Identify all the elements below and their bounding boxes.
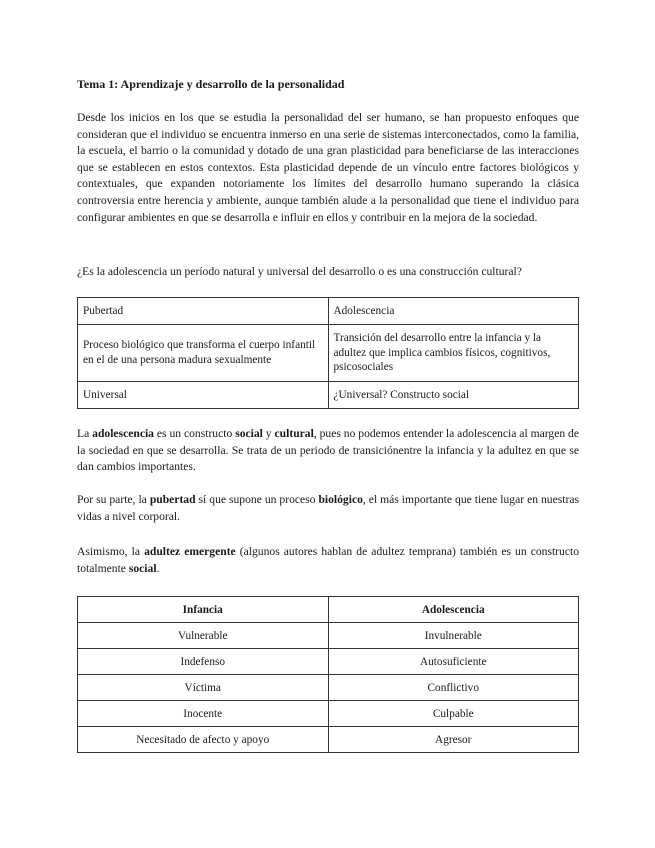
text-run: Por su parte, la (77, 493, 150, 506)
table-cell: Necesitado de afecto y apoyo (78, 727, 329, 753)
question-paragraph: ¿Es la adolescencia un período natural y universal del desarrollo o es una construcción cultural? (77, 265, 522, 278)
table-cell: ¿Universal? Constructo social (328, 382, 579, 409)
table-cell: Vulnerable (78, 623, 329, 649)
table-cell: Víctima (78, 675, 329, 701)
table-cell: Transición del desarrollo entre la infancia y la adultez que implica cambios físicos, cognitivos, psicosociales (328, 325, 579, 382)
text-run: es un constructo (153, 427, 236, 440)
table-cell: Conflictivo (328, 675, 579, 701)
text-run: , pues no podemos entender la adolescencia al margen de la sociedad en que se desarrolla. Se trata de un periodo de transiciónentre la infancia y la adultez en que se dan cambios importantes. (77, 427, 579, 474)
table-row (78, 623, 579, 649)
table-row (78, 325, 579, 382)
bold-term: social (235, 427, 263, 440)
table-row (78, 382, 579, 409)
text-run: La (77, 427, 93, 440)
pubertad-paragraph (77, 492, 579, 525)
table-cell: Indefenso (78, 649, 329, 675)
table-cell: Culpable (328, 701, 579, 727)
infancia-adolescencia-table (77, 596, 579, 753)
text-run: sí que supone un proceso (195, 493, 319, 506)
text-run: (algunos autores hablan de adultez temprana) también es un constructo totalmente (77, 545, 580, 575)
table-cell: Inocente (78, 701, 329, 727)
table-header-cell: Infancia (78, 597, 329, 623)
text-run: . (156, 561, 160, 575)
table-header-cell: Adolescencia (328, 597, 579, 623)
table-row (78, 727, 579, 753)
table-header-cell: Pubertad (78, 298, 329, 325)
adolescencia-paragraph (77, 426, 579, 476)
table-row (78, 298, 579, 325)
text-run: , el más importante que tiene lugar en nuestras vidas a nivel corporal. (77, 493, 579, 523)
text-run: Asimismo, la (77, 545, 145, 558)
table-row (78, 597, 579, 623)
table-header-cell: Adolescencia (328, 298, 579, 325)
text-run: y (262, 427, 275, 440)
adultez-paragraph (77, 544, 579, 577)
table-cell: Proceso biológico que transforma el cuerpo infantil en el de una persona madura sexualmente (78, 325, 329, 382)
bold-term: cultural (274, 427, 314, 440)
table-row (78, 649, 579, 675)
bold-term: biológico (318, 493, 363, 506)
table-cell: Autosuficiente (328, 649, 579, 675)
table-cell: Agresor (328, 727, 579, 753)
bold-term: pubertad (149, 493, 196, 506)
pubertad-adolescencia-table (77, 297, 579, 409)
page-title: Tema 1: Aprendizaje y desarrollo de la personalidad (77, 77, 345, 91)
table-row (78, 701, 579, 727)
bold-term: adultez emergente (144, 545, 236, 558)
intro-paragraph: Desde los inicios en los que se estudia la personalidad del ser humano, se han propuesto enfoques que consideran que el individuo se encuentra inmerso en una serie de sistemas interconectados, como la familia, la escuela, el barrio o la comunidad y dotado de una gran plasticidad para beneficiarse de las interacciones que se establecen en estos contextos. Esta plasticidad depende de un vínculo entre factores biológicos y contextuales, que expanden notoriamente los límites del desarrollo humano superando la clásica controversia entre herencia y ambiente, aunque también alude a la personalidad que tiene el individuo para configurar ambientes en que se desarrolla e influir en ellos y contribuir en la mejora de la sociedad. (77, 111, 579, 224)
bold-term: adolescencia (92, 427, 154, 440)
bold-term: social (128, 561, 157, 575)
table-row (78, 675, 579, 701)
table-cell: Invulnerable (328, 623, 579, 649)
table-cell: Universal (78, 382, 329, 409)
